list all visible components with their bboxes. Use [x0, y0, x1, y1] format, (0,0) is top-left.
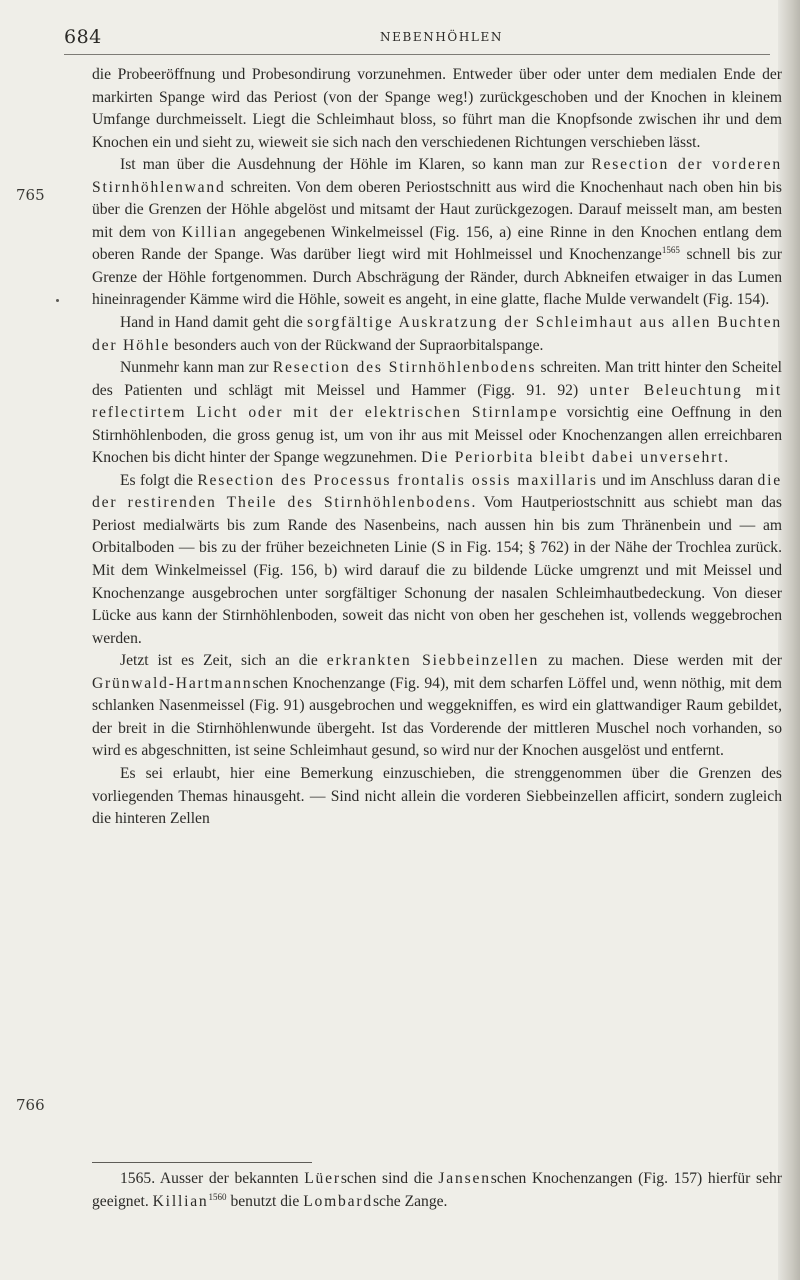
page-header [64, 20, 770, 55]
footnote: 1565. Ausser der bekannten Lüerschen sind die Jansenschen Knochenzangen (Fig. 157) hierfür sehr geeignet. Killian$^{1560}$ benutzt die Lombardsche Zange. [92, 1170, 782, 1210]
paragraph: die Probeeröffnung und Probesondirung vorzunehmen. Entweder über oder unter dem medialen Ende der markirten Spange wird das Periost (von der Spange weg!) zurückgeschoben und der Knochen in kleinem Umfange durchmeisselt. Liegt die Schleimhaut bloss, so führt man die Knopfsonde zwischen ihr und dem Knochen ein und sieht zu, wieweit sie sich nach den verschiedenen Richtungen verschieben lässt. [92, 66, 782, 151]
footnote-number: 1565. [120, 1170, 156, 1187]
footnote-divider [92, 1162, 312, 1163]
margin-mark [56, 299, 59, 302]
paragraph: Es sei erlaubt, hier eine Bemerkung einzuschieben, die strenggenommen über die Grenzen des vorliegenden Themas hinausgeht. — Sind nicht allein die vorderen Siebbeinzellen afficirt, sondern zugleich die hinteren Zellen [92, 764, 782, 828]
paragraph: Ist man über die Ausdehnung der Höhle im Klaren, so kann man zur Resection der vorderen Stirnhöhlenwand schreiten. Von dem oberen Periostschnitt aus wird die Knochenhaut nach oben hin bis über die Grenzen der Höhle abgelöst und mitsamt der Haut zurückgezogen. Darauf meisselt man, am besten mit dem von Killian angegebenen Winkelmeissel (Fig. 156, a) eine Rinne in den Knochen entlang dem oberen Rande der Spange. Was darüber liegt wird mit Hohlmeissel und Knochenzange$^{1565}$ schnell bis zur Grenze der Höhle fortgenommen. Durch Abschrägung der Ränder, durch Abkneifen etwaiger in das Lumen hineinragender Kämme wird die Höhle, soweit es angeht, in eine glatte, flache Mulde verwandelt (Fig. 154). [92, 156, 782, 309]
paragraph: Jetzt ist es Zeit, sich an die erkrankten Siebbeinzellen zu machen. Diese werden mit der Grünwald-Hartmannschen Knochenzange (Fig. 94), mit dem scharfen Löffel und, wenn nöthig, mit dem schlanken Nasenmeissel (Fig. 91) ausgebrochen und weggekniffen, es wird ein glattwandiger Raum gebildet, der breit in die Stirnhöhlenwunde übergeht. Ist das Vorderende der mittleren Muschel noch vorhanden, so wird es abgeschnitten, ist seine Schleimhaut gesund, so wird nur der Knochen ausgelöst und entfernt. [92, 652, 782, 760]
running-head: NEBENHÖHLEN [380, 30, 503, 44]
paragraph: Hand in Hand damit geht die sorgfältige Auskratzung der Schleimhaut aus allen Buchten der Höhle besonders auch von der Rückwand der Supraorbitalspange. [92, 314, 782, 354]
body-text [92, 64, 782, 831]
page-number: 684 [64, 26, 102, 48]
margin-section-number: 766 [16, 1096, 45, 1114]
paragraph: Nunmehr kann man zur Resection des Stirnhöhlenbodens schreiten. Man tritt hinter den Scheitel des Patienten und schlägt mit Meissel und Hammer (Figg. 91. 92) unter Beleuchtung mit reflectirtem Licht oder mit der elektrischen Stirnlampe vorsichtig eine Oeffnung in den Stirnhöhlenboden, die gross genug ist, um von ihr aus mit Meissel oder Knochenzangen allen erreichbaren Knochen bis dicht hinter der Spange wegzunehmen. Die Periorbita bleibt dabei unversehrt. [92, 359, 782, 467]
paragraph: Es folgt die Resection des Processus frontalis ossis maxillaris und im Anschluss daran die der restirenden Theile des Stirnhöhlenbodens. Vom Hautperiostschnitt aus schiebt man das Periost medialwärts bis zum Rande des Nasenbeins, nach aussen hin bis zum Thränenbein und — am Orbitalboden — bis zu der früher bezeichneten Linie (S in Fig. 154; § 762) in der Nähe der Trochlea zurück. Mit dem Winkelmeissel (Fig. 156, b) wird darauf die zu bildende Lücke umgrenzt und mit Meissel und Knochenzange ausgebrochen unter sorgfältiger Schonung der nasalen Schleimhautbedeckung. Von dieser Lücke aus kann der Stirnhöhlenboden, soweit das nicht von oben her geschehen ist, vollends weggebrochen werden. [92, 471, 782, 647]
margin-section-number: 765 [16, 186, 45, 204]
